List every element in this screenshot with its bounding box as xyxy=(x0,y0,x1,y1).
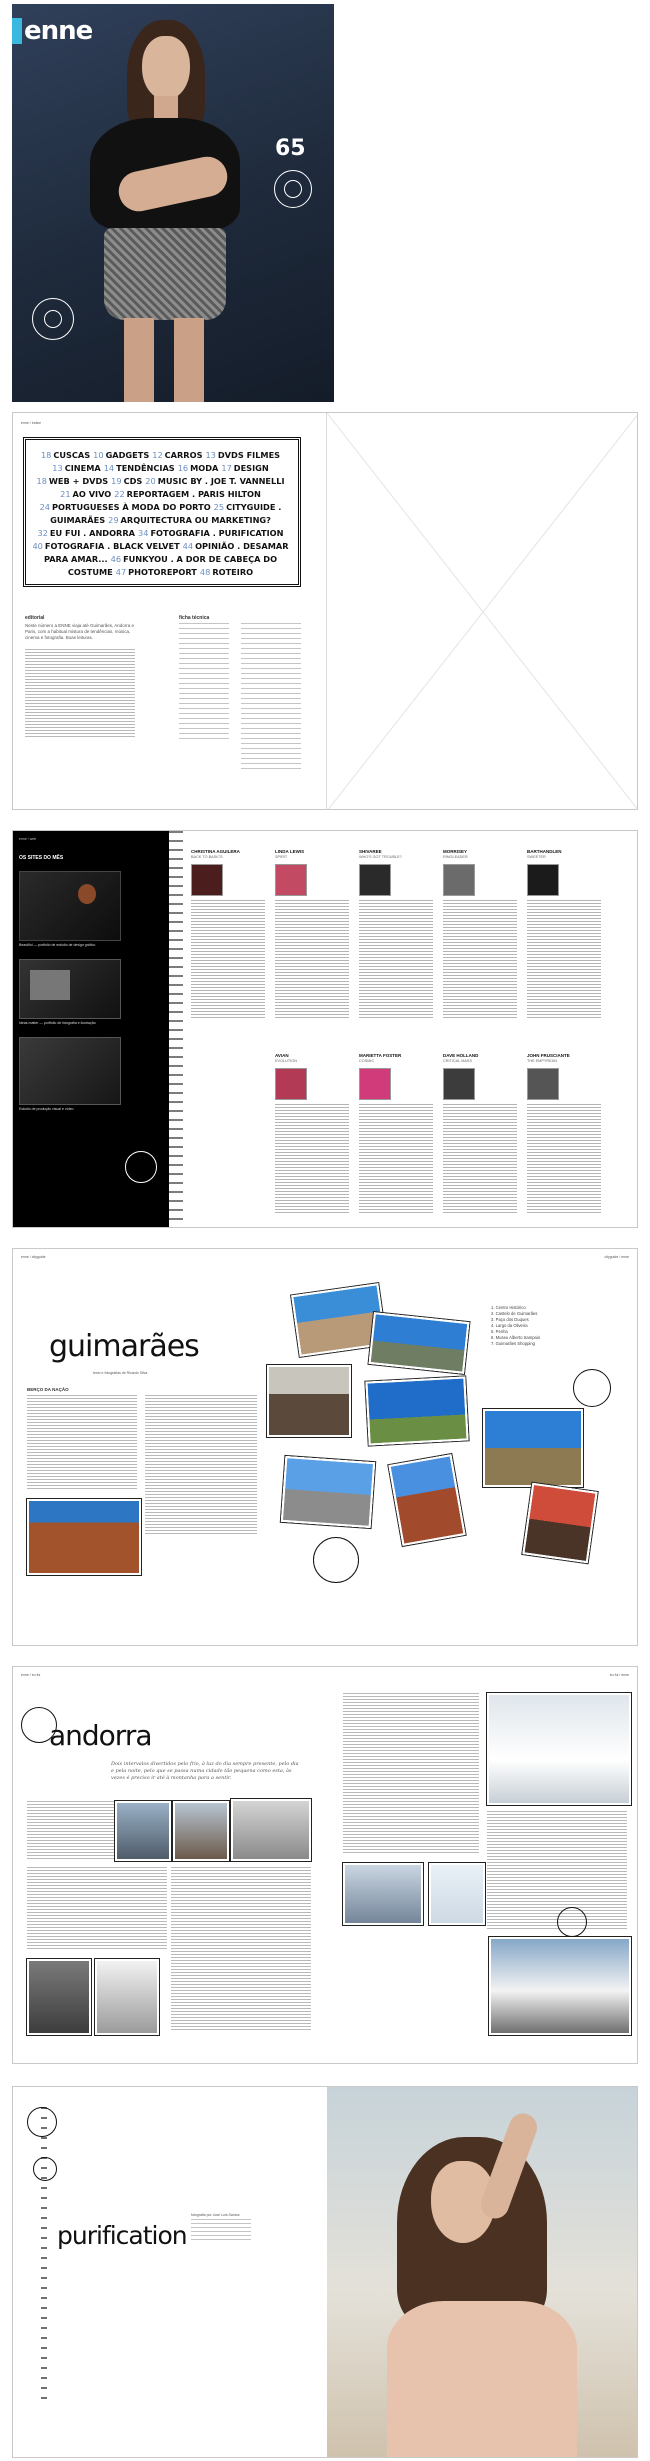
andorra-spread xyxy=(12,1666,638,2064)
logo-text: enne xyxy=(24,16,93,46)
artist-card xyxy=(359,849,435,1020)
page-header: enne / web xyxy=(19,837,37,841)
photo-plaza xyxy=(343,1863,423,1925)
contents-entry[interactable]: ROTEIRO xyxy=(212,567,254,577)
artist-card xyxy=(527,1053,603,1214)
issue-number: 65 xyxy=(275,136,306,161)
contents-line xyxy=(32,514,292,527)
artist-album: RINGLEADER xyxy=(443,855,468,859)
site-shot-3 xyxy=(19,1037,121,1105)
album-cover xyxy=(527,864,559,896)
staff-title: ficha técnica xyxy=(179,615,210,621)
contents-page-number: 48 xyxy=(199,567,211,577)
photo-shop xyxy=(173,1801,229,1861)
contents-page-number: 20 xyxy=(145,476,156,486)
contents-entry[interactable]: WEB + DVDS xyxy=(48,476,109,486)
artist-card xyxy=(275,1053,351,1214)
shoot-title: purification xyxy=(57,2221,187,2250)
artist-name: SHIVAREE xyxy=(359,849,382,854)
city-point: 3. Paço dos Duques xyxy=(491,1317,529,1322)
review-text xyxy=(191,900,265,1020)
contents-page-number: 40 xyxy=(32,541,43,551)
album-cover xyxy=(527,1068,559,1100)
guimaraes-spread xyxy=(12,1248,638,1646)
contents-page-number: 22 xyxy=(114,489,125,499)
editorial-body: Neste número a ENNE viaja até Guimarães, Andorra e Paris, com a habitual mistura de tendências, música, cinema e fotografia. Boas leituras. xyxy=(25,623,135,640)
page-header-left: enne / eu fui xyxy=(21,1673,41,1677)
contents-page-number: 18 xyxy=(36,476,47,486)
city-points-list xyxy=(491,1305,540,1347)
artist-album: BACK TO BASICS xyxy=(191,855,223,859)
artist-card xyxy=(191,849,267,1020)
page-header-right: eu fui / enne xyxy=(609,1673,629,1677)
photo-wall xyxy=(27,1499,141,1575)
trip-body-col1 xyxy=(27,1801,115,1859)
site-caption-3: Estúdio de produção visual e vídeo xyxy=(19,1107,74,1111)
artist-album: SWEETER xyxy=(527,855,546,859)
trip-lead: Dois intervalos divertidos pelo frio, à luz do dia sempre presente, pelo dia e pela noite, pelo que se passa numa cidade tão pequena como esta, às vezes é preciso ir até à montanha para a sentir. xyxy=(111,1761,299,1781)
face xyxy=(142,36,190,100)
trip-body-col2 xyxy=(27,1867,167,1951)
review-text xyxy=(359,900,433,1020)
web-panel xyxy=(13,831,169,1228)
artist-album: SPIRIT xyxy=(275,855,288,859)
ornament-column xyxy=(41,2107,47,2407)
city-subhead: BERÇO DA NAÇÃO xyxy=(27,1387,69,1392)
artist-album: EVOLUTION xyxy=(275,1059,297,1063)
section-title: OS SITES DO MÊS xyxy=(19,855,64,861)
contents-page-number: 16 xyxy=(177,463,189,473)
contents-page-number: 32 xyxy=(37,528,48,538)
legs xyxy=(124,318,154,402)
contents-spread xyxy=(12,412,638,810)
trip-body-col3 xyxy=(171,1867,311,2031)
artist-name: BARTHANDLEN xyxy=(527,849,562,854)
artist-card xyxy=(275,849,351,1020)
artist-album: COSMIC xyxy=(359,1059,375,1063)
photo-collage-7 xyxy=(483,1409,583,1487)
photo-building xyxy=(27,1959,91,2035)
review-text xyxy=(527,1104,601,1214)
contents-page-number: 46 xyxy=(110,554,122,564)
contents-line xyxy=(32,449,292,462)
contents-page-number: 13 xyxy=(205,450,216,460)
trip-body-col5 xyxy=(487,1811,627,1931)
artist-name: JOHN FRUSCIANTE xyxy=(527,1053,570,1058)
artist-album: CRITICAL MASS xyxy=(443,1059,472,1063)
contents-line xyxy=(32,462,292,475)
city-point: 7. Guimarães Shopping xyxy=(491,1341,535,1346)
contents-entry[interactable]: COSTUME xyxy=(67,567,113,577)
contents-page-number: 10 xyxy=(93,450,104,460)
contents-page-number: 29 xyxy=(108,515,119,525)
contents-entry[interactable]: AO VIVO xyxy=(72,489,112,499)
album-cover xyxy=(275,1068,307,1100)
contents-page-number: 18 xyxy=(40,450,52,460)
editorial-title: editorial xyxy=(25,615,45,621)
contents-entry[interactable]: CARROS xyxy=(164,450,203,460)
contents-page-number: 21 xyxy=(60,489,71,499)
artist-name: LINDA LEWIS xyxy=(275,849,305,854)
contents-page-number: 24 xyxy=(39,502,50,512)
contents-list xyxy=(32,449,292,579)
contents-line xyxy=(32,488,292,501)
review-text xyxy=(527,900,601,1020)
contents-entry[interactable]: PORTUGUESES À MODA DO PORTO xyxy=(52,502,211,512)
contents-entry[interactable]: DVDS FILMES xyxy=(217,450,281,460)
review-text xyxy=(275,1104,349,1214)
contents-entry[interactable]: CITYGUIDE . xyxy=(226,502,282,512)
contents-page-number: 25 xyxy=(213,502,225,512)
contents-page-number: 13 xyxy=(52,463,63,473)
contents-entry[interactable]: CDS xyxy=(123,476,143,486)
contents-line xyxy=(32,566,292,579)
album-cover xyxy=(443,864,475,896)
shoot-photo xyxy=(327,2087,638,2458)
staff-list xyxy=(179,623,229,743)
photo-street xyxy=(115,1801,171,1861)
city-subtitle: texto e fotografias de Ricardo Silva xyxy=(93,1371,148,1375)
city-point: 1. Centro Histórico xyxy=(491,1305,526,1310)
photo-collage-8 xyxy=(522,1483,597,1563)
album-cover xyxy=(275,864,307,896)
review-text xyxy=(275,900,349,1020)
contents-page-number: 19 xyxy=(111,476,122,486)
site-caption-2: Ideas matter — portfolio de fotografia e ilustração xyxy=(19,1021,96,1025)
contents-page-number: 17 xyxy=(221,463,232,473)
artist-album: THE EMPYREAN xyxy=(527,1059,557,1063)
photo-collage-6 xyxy=(388,1454,465,1546)
contents-entry[interactable]: DESIGN xyxy=(233,463,269,473)
contents-line xyxy=(32,540,292,553)
contents-entry[interactable]: TENDÊNCIAS xyxy=(116,463,175,473)
contents-page-number: 12 xyxy=(152,450,163,460)
purification-spread xyxy=(12,2086,638,2458)
contents-entry[interactable]: GADGETS xyxy=(105,450,150,460)
city-body-col1 xyxy=(27,1395,137,1491)
cover-model xyxy=(62,14,262,402)
contents-page-number: 47 xyxy=(115,567,127,577)
review-text xyxy=(443,900,517,1020)
photo-collage-2 xyxy=(369,1312,470,1374)
contents-entry[interactable]: FUNKYOU . A DOR DE CABEÇA DO xyxy=(123,554,278,564)
ornament-strip xyxy=(169,831,183,1228)
cover-page xyxy=(12,4,334,402)
city-body-col2 xyxy=(145,1395,257,1535)
artist-name: DAVE HOLLAND xyxy=(443,1053,479,1058)
site-shot-1 xyxy=(19,871,121,941)
contents-page-number: 14 xyxy=(103,463,115,473)
site-shot-2 xyxy=(19,959,121,1019)
contents-line xyxy=(32,553,292,566)
contents-entry[interactable]: CINEMA xyxy=(64,463,101,473)
contents-entry[interactable]: FOTOGRAFIA . PURIFICATION xyxy=(150,528,284,538)
city-point: 6. Museu Alberto Sampaio xyxy=(491,1335,541,1340)
contents-entry[interactable]: PHOTOREPORT xyxy=(128,567,197,577)
photo-collage-4 xyxy=(365,1376,468,1445)
contents-line xyxy=(32,501,292,514)
contents-page-number: 34 xyxy=(138,528,149,538)
contents-page-number: 44 xyxy=(182,541,194,551)
photo-snowman xyxy=(429,1863,485,1925)
site-caption-1: Beautiful — portfolio de estúdio de design gráfico xyxy=(19,943,96,947)
page-header-right: cityguide / enne xyxy=(604,1255,629,1259)
album-cover xyxy=(359,1068,391,1100)
blank-page-cross xyxy=(327,413,638,810)
contents-box xyxy=(23,437,301,587)
contents-line xyxy=(32,475,292,488)
logo-mark xyxy=(12,18,22,44)
model-top xyxy=(387,2301,577,2458)
photo-ski-slope xyxy=(487,1693,631,1805)
artist-name: MARIETTA FOSTER xyxy=(359,1053,402,1058)
web-music-spread xyxy=(12,830,638,1228)
album-cover xyxy=(443,1068,475,1100)
contents-entry[interactable]: GUIMARÃES xyxy=(50,515,106,525)
city-point: 2. Castelo de Guimarães xyxy=(491,1311,538,1316)
contents-entry[interactable]: OPINIÃO . DESAMAR xyxy=(195,541,289,551)
photo-mountain xyxy=(489,1937,631,2035)
contents-entry[interactable]: FOTOGRAFIA . BLACK VELVET xyxy=(44,541,180,551)
artist-card xyxy=(443,1053,519,1214)
page-header: enne / índice xyxy=(21,421,42,425)
artist-card xyxy=(359,1053,435,1214)
contents-entry[interactable]: EU FUI . ANDORRA xyxy=(49,528,136,538)
city-title: guimarães xyxy=(49,1329,199,1364)
album-cover xyxy=(359,864,391,896)
city-point: 5. Penha xyxy=(491,1329,508,1334)
contents-entry[interactable]: ARQUITECTURA OU MARKETING? xyxy=(120,515,271,525)
review-text xyxy=(359,1104,433,1214)
artist-name: AVIAN xyxy=(275,1053,289,1058)
trip-title: andorra xyxy=(49,1719,152,1752)
contents-entry[interactable]: MODA xyxy=(190,463,219,473)
artist-card xyxy=(527,849,603,1020)
shoot-credits: fotografia por José Luís Santos xyxy=(191,2213,240,2217)
artist-album: WHO'S GOT TROUBLE? xyxy=(359,855,402,859)
contents-entry[interactable]: PARA AMAR... xyxy=(43,554,108,564)
photo-snow-trees xyxy=(95,1959,159,2035)
review-text xyxy=(443,1104,517,1214)
trip-body-col4 xyxy=(343,1693,479,1853)
skirt xyxy=(104,228,226,320)
album-cover xyxy=(191,864,223,896)
photo-collage-5 xyxy=(281,1456,375,1528)
photo-car xyxy=(231,1799,311,1861)
contents-entry[interactable]: MUSIC BY . JOE T. VANNELLI xyxy=(157,476,285,486)
photo-collage-3 xyxy=(267,1365,351,1437)
artist-name: CHRISTINA AGUILERA xyxy=(191,849,240,854)
contents-entry[interactable]: CUSCAS xyxy=(53,450,91,460)
page-header-left: enne / cityguide xyxy=(21,1255,46,1259)
contents-entry[interactable]: REPORTAGEM . PARIS HILTON xyxy=(126,489,261,499)
artist-card xyxy=(443,849,519,1020)
city-point: 4. Largo da Oliveira xyxy=(491,1323,528,1328)
artist-name: MORRISEY xyxy=(443,849,468,854)
contents-line xyxy=(32,527,292,540)
